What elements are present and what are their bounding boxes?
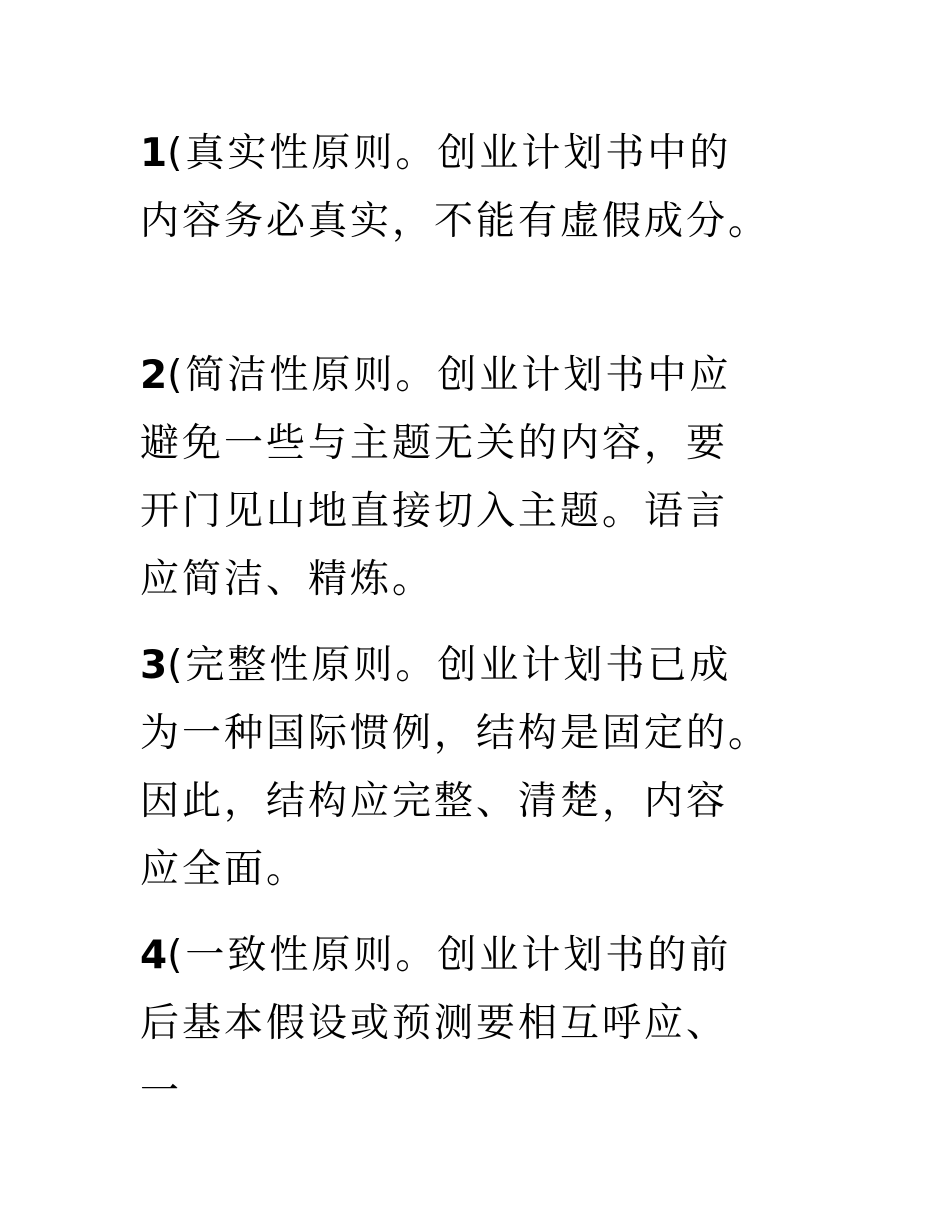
principle-paragraph-1 [140, 120, 800, 256]
paragraph-line [140, 120, 800, 188]
paragraph-line: 应简洁、精炼。 [140, 557, 435, 602]
item-number: 4 [140, 933, 168, 978]
principle-paragraph-3 [140, 632, 800, 904]
line-text: (简洁性原则。创业计划书中应 [167, 353, 732, 398]
paragraph-line: 应全面。 [140, 847, 309, 892]
item-number: 3 [140, 643, 168, 688]
paragraph-line: 为一种国际惯例，结构是固定的。 [140, 711, 771, 756]
paragraph-line: 避免一些与主题无关的内容，要 [140, 421, 729, 466]
paragraph-line: 因此，结构应完整、清楚，内容 [140, 779, 729, 824]
line-text: (一致性原则。创业计划书的前 [167, 933, 732, 978]
paragraph-line: 内容务必真实，不能有虚假成分。 [140, 199, 771, 244]
line-text: (完整性原则。创业计划书已成 [167, 643, 732, 688]
paragraph-line: 开门见山地直接切入主题。语言 [140, 489, 729, 534]
paragraph-line: 后基本假设或预测要相互呼应、 [140, 1001, 729, 1046]
paragraph-line [140, 632, 800, 700]
principle-paragraph-4 [140, 922, 800, 1126]
principle-paragraph-2 [140, 342, 800, 614]
item-number: 2 [140, 353, 168, 398]
paragraph-line [140, 342, 800, 410]
paragraph-line: 一 [140, 1069, 183, 1114]
line-text: (真实性原则。创业计划书中的 [167, 131, 732, 176]
item-number: 1 [140, 131, 168, 176]
paragraph-line [140, 922, 800, 990]
